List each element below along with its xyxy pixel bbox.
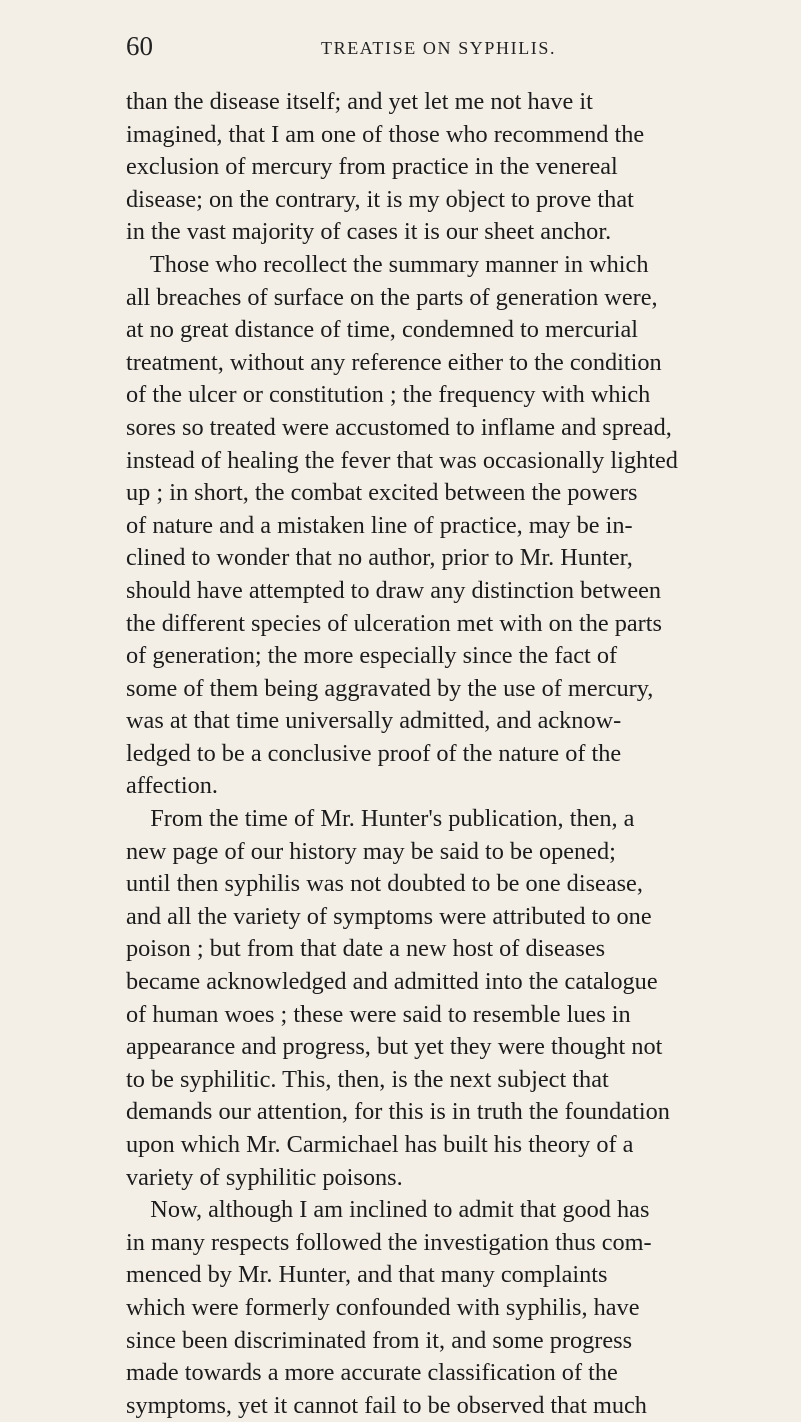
text-line: instead of healing the fever that was occasionally lighted bbox=[126, 446, 678, 474]
text-line: the different species of ulceration met with on the parts bbox=[126, 609, 662, 637]
text-line: of nature and a mistaken line of practice, may be in- bbox=[126, 511, 633, 539]
text-line: Now, although I am inclined to admit that good has bbox=[126, 1196, 650, 1224]
text-line: demands our attention, for this is in truth the foundation bbox=[126, 1098, 670, 1126]
page-number: 60 bbox=[126, 31, 153, 61]
text-line: variety of syphilitic poisons. bbox=[126, 1163, 403, 1191]
text-line: symptoms, yet it cannot fail to be observed that much bbox=[126, 1391, 647, 1419]
text-line: clined to wonder that no author, prior to Mr. Hunter, bbox=[126, 544, 633, 572]
text-line: made towards a more accurate classification of the bbox=[126, 1359, 618, 1387]
text-line: affection. bbox=[126, 772, 218, 800]
text-line: of generation; the more especially since the fact of bbox=[126, 642, 618, 670]
body-text bbox=[126, 86, 698, 1422]
text-line: was at that time universally admitted, and acknow- bbox=[126, 707, 622, 735]
text-line: Those who recollect the summary manner in which bbox=[126, 250, 649, 278]
text-line: at no great distance of time, condemned to mercurial bbox=[126, 316, 639, 344]
text-line: to be syphilitic. This, then, is the next subject that bbox=[126, 1065, 609, 1093]
text-line: new page of our history may be said to be opened; bbox=[126, 837, 616, 865]
text-line: exclusion of mercury from practice in the venereal bbox=[126, 153, 618, 181]
running-title: TREATISE ON SYPHILIS. bbox=[321, 38, 557, 58]
text-line: of the ulcer or constitution ; the frequency with which bbox=[126, 381, 651, 409]
text-line: menced by Mr. Hunter, and that many complaints bbox=[126, 1261, 608, 1289]
page-header bbox=[126, 28, 696, 68]
text-line: up ; in short, the combat excited between the powers bbox=[126, 479, 638, 507]
text-line: in many respects followed the investigation thus com- bbox=[126, 1228, 652, 1256]
text-line: appearance and progress, but yet they were thought not bbox=[126, 1033, 663, 1061]
text-line: sores so treated were accustomed to inflame and spread, bbox=[126, 413, 672, 441]
text-line: all breaches of surface on the parts of generation were, bbox=[126, 283, 658, 311]
text-line: which were formerly confounded with syphilis, have bbox=[126, 1293, 640, 1321]
text-line: until then syphilis was not doubted to be one disease, bbox=[126, 870, 643, 898]
text-line: some of them being aggravated by the use of mercury, bbox=[126, 674, 654, 702]
text-line: became acknowledged and admitted into the catalogue bbox=[126, 968, 658, 996]
text-line: treatment, without any reference either to the condition bbox=[126, 348, 662, 376]
text-line: From the time of Mr. Hunter's publication, then, a bbox=[126, 805, 635, 833]
text-line: upon which Mr. Carmichael has built his theory of a bbox=[126, 1131, 634, 1158]
text-line: in the vast majority of cases it is our sheet anchor. bbox=[126, 218, 612, 246]
text-line: since been discriminated from it, and some progress bbox=[126, 1326, 633, 1354]
text-line: and all the variety of symptoms were attributed to one bbox=[126, 902, 652, 930]
text-line: than the disease itself; and yet let me not have it bbox=[126, 88, 593, 115]
text-line: imagined, that I am one of those who recommend the bbox=[126, 120, 645, 148]
text-line: disease; on the contrary, it is my object to prove that bbox=[126, 185, 634, 213]
text-line: of human woes ; these were said to resemble lues in bbox=[126, 1000, 631, 1028]
text-line: should have attempted to draw any distinction between bbox=[126, 576, 662, 604]
text-line: ledged to be a conclusive proof of the nature of the bbox=[126, 739, 622, 767]
text-line: poison ; but from that date a new host of diseases bbox=[126, 935, 606, 963]
